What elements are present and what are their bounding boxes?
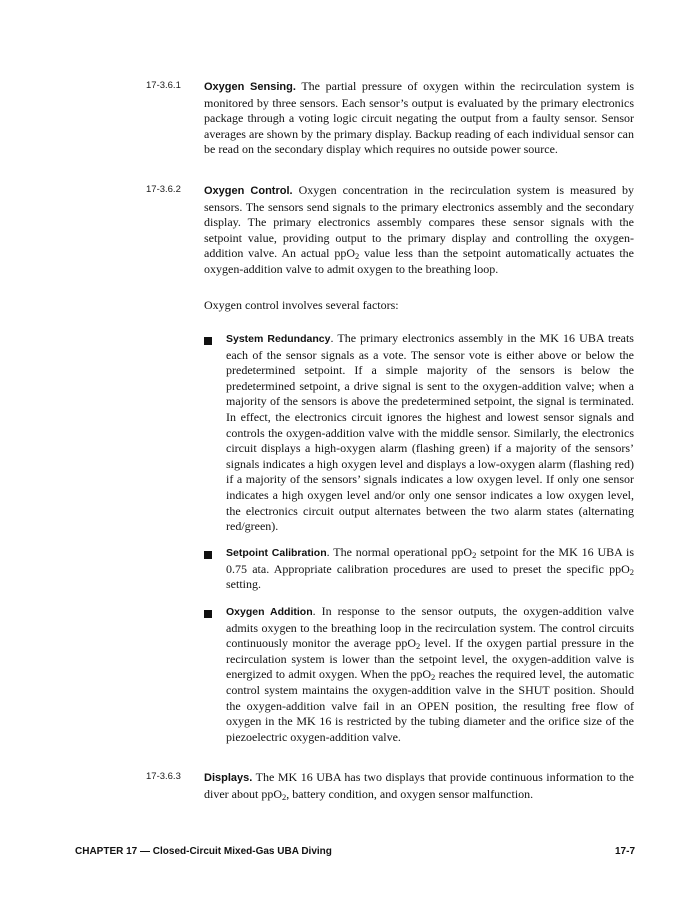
bullet-title: Setpoint Calibration: [226, 547, 327, 559]
section-text: The partial pressure of oxygen within the recirculation system is monitored by three sensors. Each sensor’s output is evaluated by the primary electronics package through a voting logic circuit negating the output from a faulty sensor. Sensor averages are shown by the primary display. Backup reading of each individual sensor can be read on the secondary display which requires no outside power source.: [204, 79, 634, 157]
bullet-icon: [204, 551, 212, 559]
footer-chapter-title: CHAPTER 17 — Closed-Circuit Mixed-Gas UBA Diving: [75, 846, 332, 857]
section-title: Displays.: [204, 772, 253, 784]
bullet-title: Oxygen Addition: [226, 606, 313, 618]
section-number: 17-3.6.1: [146, 80, 181, 91]
section-body: [204, 79, 634, 158]
bullet-setpoint-calibration: Setpoint Calibration. The normal operational ppO$_2$ setpoint for the MK 16 UBA is 0.75 ata. Appropriate calibration procedures are used to preset the specific ppO$_2$ setting.: [226, 545, 635, 592]
section-title: Oxygen Control.: [204, 185, 293, 197]
section-number: 17-3.6.3: [146, 771, 181, 782]
bullet-icon: [204, 337, 212, 345]
section-body: Oxygen Control. Oxygen concentration in the recirculation system is measured by sensors. The sensors send signals to the primary electronics assembly and the secondary display. The primary electronics assembly compares these sensor signals with the setpoint value, providing output to the primary display and controlling the oxygen-addition valve. An actual ppO$_2$ value less than the setpoint automatically actuates the oxygen-addition valve to admit oxygen to the breathing loop.: [204, 183, 635, 276]
oxygen-control-intro: Oxygen control involves several factors:: [204, 298, 399, 312]
footer-page-number: 17-7: [614, 846, 635, 857]
section-title: Oxygen Sensing.: [204, 81, 296, 93]
bullet-oxygen-addition: Oxygen Addition. In response to the sensor outputs, the oxygen-addition valve admits oxygen to the breathing loop in the recirculation system. The control circuits continuously monitor the average ppO$_2$ level. If the oxygen partial pressure in the recirculation system is lower than the setpoint level, the oxygen-addition valve is energized to admit oxygen. When the ppO$_2$ reaches the required level, the automatic control system maintains the oxygen-addition valve in the SHUT position. Should the oxygen-addition valve fail in an OPEN position, the resulting free flow of oxygen in the MK 16 is restricted by the tubing diameter and the orifice size of the piezoelectric oxygen-addition valve.: [226, 604, 635, 744]
section-number: 17-3.6.2: [146, 184, 181, 195]
bullet-title: System Redundancy: [226, 333, 331, 345]
section-body: Displays. The MK 16 UBA has two displays that provide continuous information to the diver about ppO$_2$, battery condition, and oxygen sensor malfunction.: [204, 770, 634, 802]
bullet-system-redundancy: System Redundancy. The primary electronics assembly in the MK 16 UBA treats each of the sensor signals as a vote. The sensor vote is either above or below the predetermined setpoint. If a simple majority of the sensors is below the predetermined setpoint, a drive signal is sent to the oxygen-addition valve; when a majority of the sensors is above the predetermined setpoint, the signal is terminated. In effect, the electronics circuit ignores the highest and lowest sensor signals and controls the oxygen-addition valve with the middle sensor. Similarly, the electronics circuit displays a high-oxygen alarm (flashing green) if a majority of the sensors’ signals indicates a high oxygen level and displays a low-oxygen alarm (flashing red) if a majority of the sensors’ signals indicates a low oxygen level. If only one sensor indicates a high oxygen level and/or only one sensor indicates a low oxygen level, the electronics circuit output alternates between the two alarm states (alternating red/green).: [226, 331, 634, 534]
bullet-icon: [204, 610, 212, 618]
